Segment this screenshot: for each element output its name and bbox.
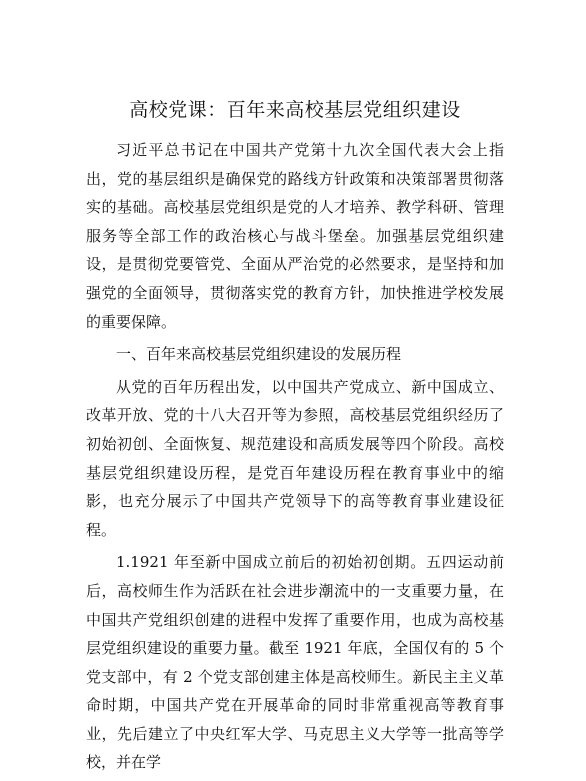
section-paragraph-overview: 从党的百年历程出发，以中国共产党成立、新中国成立、改革开放、党的十八大召开等为参照，高校基层党组织经历了初始初创、全面恢复、规范建设和高质发展等四个阶段。高校基层党组织建设历程，是党百年建设历程在教育事业中的缩影，也充分展示了中国共产党领导下的高等教育事业建设征程。 <box>86 377 504 539</box>
intro-paragraph: 习近平总书记在中国共产党第十九次全国代表大会上指出，党的基层组织是确保党的路线方针政策和决策部署贯彻落实的基础。高校基层党组织是党的人才培养、教学科研、管理服务等全部工作的政治核心与战斗堡垒。加强基层党组织建设，是贯彻党要管党、全面从严治党的必然要求，是坚持和加强党的全面领导，贯彻落实党的教育方针，加快推进学校发展的重要保障。 <box>86 141 504 331</box>
section-paragraph-stage-1: 1.1921 年至新中国成立前后的初始初创期。五四运动前后，高校师生作为活跃在社会进步潮流中的一支重要力量，在中国共产党组织创建的进程中发挥了重要作用，也成为高校基层党组织建设的重要力量。截至 1921 年底，全国仅有的 5 个党支部中，有 2 个党支部创建主体是高校师生。新民主主义革命时期，中国共产党在开展革命的同时非常重视高等教育事业，先后建立了中央红军大学、马克思主义大学等一批高等学校，并在学 <box>86 553 504 772</box>
document-page <box>86 96 504 781</box>
section-heading: 一、百年来高校基层党组织建设的发展历程 <box>116 345 402 364</box>
document-title: 高校党课：百年来高校基层党组织建设 <box>129 99 461 121</box>
